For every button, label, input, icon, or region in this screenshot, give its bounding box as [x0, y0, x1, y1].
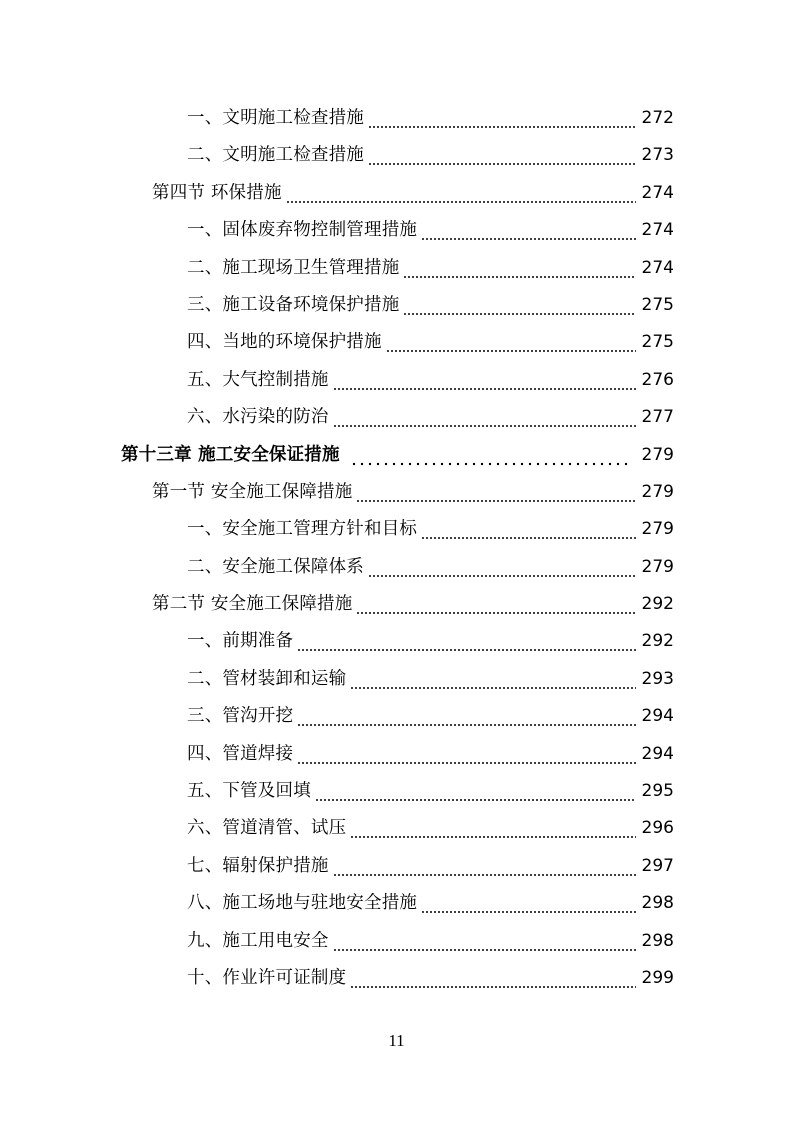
- toc-entry[interactable]: [187, 362, 674, 399]
- dot-leader: [403, 250, 636, 287]
- dot-leader: [368, 549, 636, 586]
- toc-entry[interactable]: [187, 250, 674, 287]
- page-number: 11: [388, 1031, 405, 1050]
- dot-leader: [333, 848, 636, 885]
- toc-entry-title: 一、文明施工检查措施: [187, 108, 364, 128]
- toc-entry-title: 一、安全施工管理方针和目标: [187, 519, 418, 540]
- toc-chapter-entry[interactable]: [121, 437, 674, 474]
- toc-entry-page: 298: [641, 893, 674, 914]
- toc-entry[interactable]: [187, 399, 674, 436]
- toc-entry-title: 四、管道焊接: [187, 743, 294, 764]
- dot-leader: [403, 287, 636, 324]
- toc-entry-page: 275: [641, 332, 674, 353]
- toc-entry-title: 第一节 安全施工保障措施: [152, 481, 353, 502]
- toc-entry[interactable]: [187, 324, 674, 361]
- toc-entry-page: 296: [641, 818, 674, 839]
- toc-entry-page: 292: [641, 594, 674, 615]
- toc-entry-page: 297: [641, 855, 674, 876]
- toc-entry-page: 294: [641, 706, 674, 727]
- toc-entry-title: 第十三章 施工安全保证措施: [121, 444, 340, 465]
- toc-entry[interactable]: [187, 885, 674, 922]
- toc-entry[interactable]: [187, 100, 674, 137]
- dot-leader: [350, 661, 636, 698]
- toc-entry-title: 五、大气控制措施: [187, 369, 329, 390]
- dot-leader: [333, 923, 636, 960]
- toc-entry-page: 292: [641, 631, 674, 652]
- toc-entry-page: 279: [641, 444, 674, 465]
- toc-entry-title: 七、辐射保护措施: [187, 855, 329, 876]
- toc-entry-page: 293: [641, 668, 674, 689]
- dot-leader: [297, 698, 636, 735]
- toc-entry-title: 六、管道清管、试压: [187, 818, 347, 839]
- toc-entry[interactable]: [187, 287, 674, 324]
- toc-entry[interactable]: [187, 623, 674, 660]
- toc-entry-page: 274: [641, 257, 674, 278]
- toc-entry[interactable]: [187, 810, 674, 847]
- dot-leader: [350, 960, 636, 997]
- dot-leader: [350, 810, 636, 847]
- dot-leader: [421, 885, 636, 922]
- toc-entry-page: 275: [641, 294, 674, 315]
- toc-entry-page: 274: [641, 220, 674, 241]
- toc-entry-title: 六、水污染的防治: [187, 407, 329, 428]
- toc-entry-title: 二、管材装卸和运输: [187, 668, 347, 689]
- toc-entry[interactable]: [187, 137, 674, 174]
- toc-entry-page: 277: [641, 407, 674, 428]
- dot-leader: [421, 212, 636, 249]
- dot-leader: [356, 474, 636, 511]
- dot-leader: [333, 362, 636, 399]
- dot-leader: [421, 511, 636, 548]
- toc-entry-title: 一、前期准备: [187, 631, 294, 652]
- toc-entry-title: 二、安全施工保障体系: [187, 556, 364, 577]
- toc-entry-title: 三、施工设备环境保护措施: [187, 294, 400, 315]
- dot-leader: [286, 175, 636, 212]
- toc-entry-page: 276: [641, 369, 674, 390]
- toc-entry-page: 295: [641, 781, 674, 802]
- dot-leader: [356, 586, 636, 623]
- toc-entry-title: 九、施工用电安全: [187, 930, 329, 951]
- toc-entry-page: 273: [641, 145, 674, 166]
- toc-section-entry[interactable]: [152, 175, 674, 212]
- toc-entry-title: 四、当地的环境保护措施: [187, 332, 382, 353]
- toc-entry-title: 二、施工现场卫生管理措施: [187, 257, 400, 278]
- toc-entry[interactable]: [187, 773, 674, 810]
- toc-entry[interactable]: [187, 212, 674, 249]
- dot-leader: [350, 437, 628, 474]
- toc-entry[interactable]: [187, 549, 674, 586]
- toc-entry[interactable]: [187, 923, 674, 960]
- toc-section-entry[interactable]: [152, 474, 674, 511]
- toc-entry-page: 294: [641, 743, 674, 764]
- toc-entry[interactable]: [187, 736, 674, 773]
- toc-entry-title: 第四节 环保措施: [152, 182, 282, 203]
- toc-entry[interactable]: [187, 848, 674, 885]
- toc-entry-title: 八、施工场地与驻地安全措施: [187, 893, 418, 914]
- table-of-contents: [0, 100, 793, 997]
- toc-entry-page: 272: [641, 108, 674, 128]
- toc-entry-page: 274: [641, 182, 674, 203]
- toc-entry[interactable]: [187, 661, 674, 698]
- dot-leader: [368, 100, 636, 137]
- toc-entry-title: 一、固体废弃物控制管理措施: [187, 220, 418, 241]
- toc-entry-page: 279: [641, 481, 674, 502]
- toc-entry[interactable]: [187, 698, 674, 735]
- toc-entry-title: 第二节 安全施工保障措施: [152, 594, 353, 615]
- toc-entry[interactable]: [187, 511, 674, 548]
- dot-leader: [386, 324, 636, 361]
- dot-leader: [297, 623, 636, 660]
- dot-leader: [333, 399, 636, 436]
- toc-entry[interactable]: [187, 960, 674, 997]
- toc-entry-title: 二、文明施工检查措施: [187, 145, 364, 166]
- toc-entry-page: 279: [641, 556, 674, 577]
- dot-leader: [315, 773, 636, 810]
- toc-entry-title: 三、管沟开挖: [187, 706, 294, 727]
- toc-entry-title: 五、下管及回填: [187, 781, 311, 802]
- toc-entry-page: 298: [641, 930, 674, 951]
- toc-entry-title: 十、作业许可证制度: [187, 967, 347, 988]
- toc-section-entry[interactable]: [152, 586, 674, 623]
- toc-entry-page: 299: [641, 967, 674, 988]
- toc-entry-page: 279: [641, 519, 674, 540]
- dot-leader: [368, 137, 636, 174]
- dot-leader: [297, 736, 636, 773]
